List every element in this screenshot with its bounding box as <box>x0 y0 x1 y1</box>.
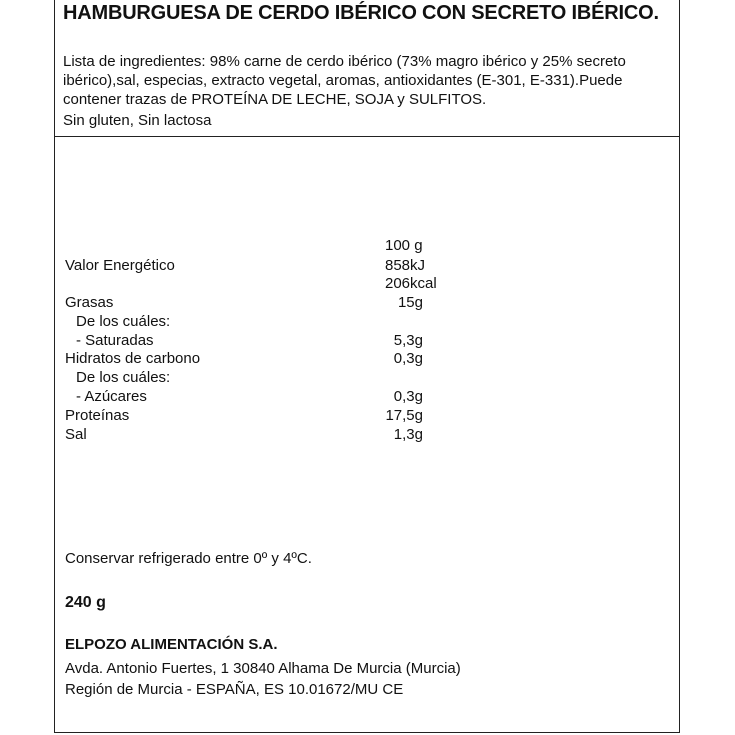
salt-label: Sal <box>65 426 87 443</box>
nutrition-header: 100 g <box>385 237 423 254</box>
salt-value: 1,3g <box>393 426 423 443</box>
carbs-of-which-label: De los cuáles: <box>76 369 171 386</box>
sugars-value: 0,3g <box>393 388 423 405</box>
saturated-label: - Saturadas <box>76 332 154 349</box>
net-weight: 240 g <box>65 594 106 611</box>
manufacturer-name: ELPOZO ALIMENTACIÓN S.A. <box>65 636 278 653</box>
fat-value: 15g <box>397 294 423 311</box>
ingredients-list: Lista de ingredientes: 98% carne de cerdo ibérico (73% magro ibérico y 25% secreto ibérico),sal, especias, extracto vegetal, aromas, antioxidantes (E-301, E-331).Puede contener trazas de PROTEÍNA DE LECHE, SOJA y SULFITOS. <box>63 53 626 108</box>
energy-kj-value: 858kJ <box>385 257 426 274</box>
protein-label: Proteínas <box>65 407 130 424</box>
energy-kcal-value: 206kcal <box>385 275 437 292</box>
manufacturer-region: Región de Murcia - ESPAÑA, ES 10.01672/MU CE <box>65 681 404 698</box>
protein-value: 17,5g <box>385 407 423 424</box>
product-info-section <box>55 0 679 137</box>
fat-label: Grasas <box>65 294 114 311</box>
sugars-label: - Azúcares <box>76 388 147 405</box>
energy-label: Valor Energético <box>65 257 175 274</box>
carbs-value: 0,3g <box>393 350 423 367</box>
manufacturer-address: Avda. Antonio Fuertes, 1 30840 Alhama De Murcia (Murcia) <box>65 660 461 677</box>
saturated-value: 5,3g <box>393 332 423 349</box>
label-frame <box>54 0 680 733</box>
carbs-label: Hidratos de carbono <box>65 350 201 367</box>
allergen-free-note: Sin gluten, Sin lactosa <box>63 112 212 129</box>
storage-instructions: Conservar refrigerado entre 0º y 4ºC. <box>65 550 312 567</box>
fat-of-which-label: De los cuáles: <box>76 313 171 330</box>
product-title: HAMBURGUESA DE CERDO IBÉRICO CON SECRETO IBÉRICO. <box>63 2 659 24</box>
